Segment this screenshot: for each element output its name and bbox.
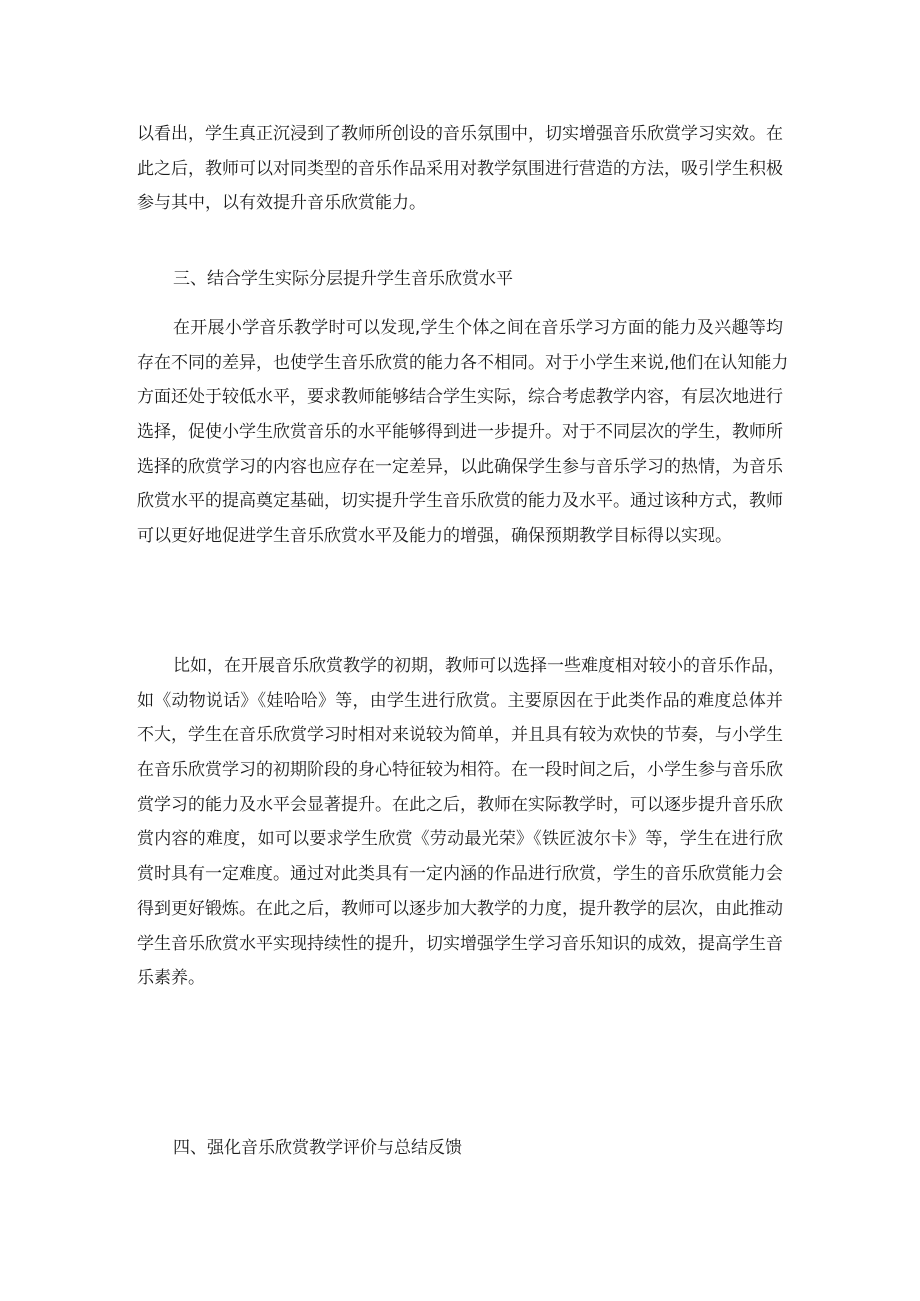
section-heading-3 <box>137 262 783 297</box>
paragraph-3 <box>137 649 783 996</box>
paragraph-line: 此之后，教师可以对同类型的音乐作品采用对教学氛围进行营造的方法，吸引学生积极 <box>137 158 783 179</box>
paragraph-line: 选择，促使小学生欣赏音乐的水平能够得到进一步提升。对于不同层次的学生，教师所 <box>137 422 783 443</box>
paragraph-line: 比如，在开展音乐欣赏教学的初期，教师可以选择一些难度相对较小的音乐作品， <box>173 656 785 676</box>
paragraph-line: 在开展小学音乐教学时可以发现,学生个体之间在音乐学习方面的能力及兴趣等均 <box>173 318 783 338</box>
paragraph-line: 乐素养。 <box>137 968 205 989</box>
section-heading-4 <box>137 1131 783 1166</box>
paragraph-line: 在音乐欣赏学习的初期阶段的身心特征较为相符。在一段时间之后，小学生参与音乐欣 <box>137 760 783 781</box>
paragraph-line: 以看出，学生真正沉浸到了教师所创设的音乐氛围中，切实增强音乐欣赏学习实效。在 <box>137 124 783 144</box>
paragraph-2 <box>137 311 789 554</box>
paragraph-1 <box>137 117 783 221</box>
section-heading-text: 三、结合学生实际分层提升学生音乐欣赏水平 <box>173 269 513 289</box>
paragraph-line: 可以更好地促进学生音乐欣赏水平及能力的增强，确保预期教学目标得以实现。 <box>137 526 732 547</box>
paragraph-line: 赏内容的难度，如可以要求学生欣赏《劳动最光荣》《铁匠波尔卡》等，学生在进行欣 <box>137 829 783 850</box>
paragraph-line: 赏时具有一定难度。通过对此类具有一定内涵的作品进行欣赏，学生的音乐欣赏能力会 <box>137 864 783 885</box>
paragraph-line: 参与其中，以有效提升音乐欣赏能力。 <box>137 193 426 214</box>
paragraph-line: 方面还处于较低水平，要求教师能够结合学生实际，综合考虑教学内容，有层次地进行 <box>137 387 783 408</box>
paragraph-line: 如《动物说话》《娃哈哈》等，由学生进行欣赏。主要原因在于此类作品的难度总体并 <box>137 690 783 711</box>
paragraph-line: 存在不同的差异，也使学生音乐欣赏的能力各不相同。对于小学生来说,他们在认知能力 <box>137 352 789 373</box>
paragraph-line: 得到更好锻炼。在此之后，教师可以逐步加大教学的力度，提升教学的层次，由此推动 <box>137 898 783 919</box>
paragraph-line: 选择的欣赏学习的内容也应存在一定差异，以此确保学生参与音乐学习的热情，为音乐 <box>137 456 783 477</box>
paragraph-line: 赏学习的能力及水平会显著提升。在此之后，教师在实际教学时，可以逐步提升音乐欣 <box>137 794 783 815</box>
paragraph-line: 不大，学生在音乐欣赏学习时相对来说较为简单，并且具有较为欢快的节奏，与小学生 <box>137 725 783 746</box>
paragraph-line: 欣赏水平的提高奠定基础，切实提升学生音乐欣赏的能力及水平。通过该种方式，教师 <box>137 491 783 512</box>
paragraph-line: 学生音乐欣赏水平实现持续性的提升，切实增强学生学习音乐知识的成效，提高学生音 <box>137 933 783 954</box>
section-heading-text: 四、强化音乐欣赏教学评价与总结反馈 <box>173 1138 462 1158</box>
